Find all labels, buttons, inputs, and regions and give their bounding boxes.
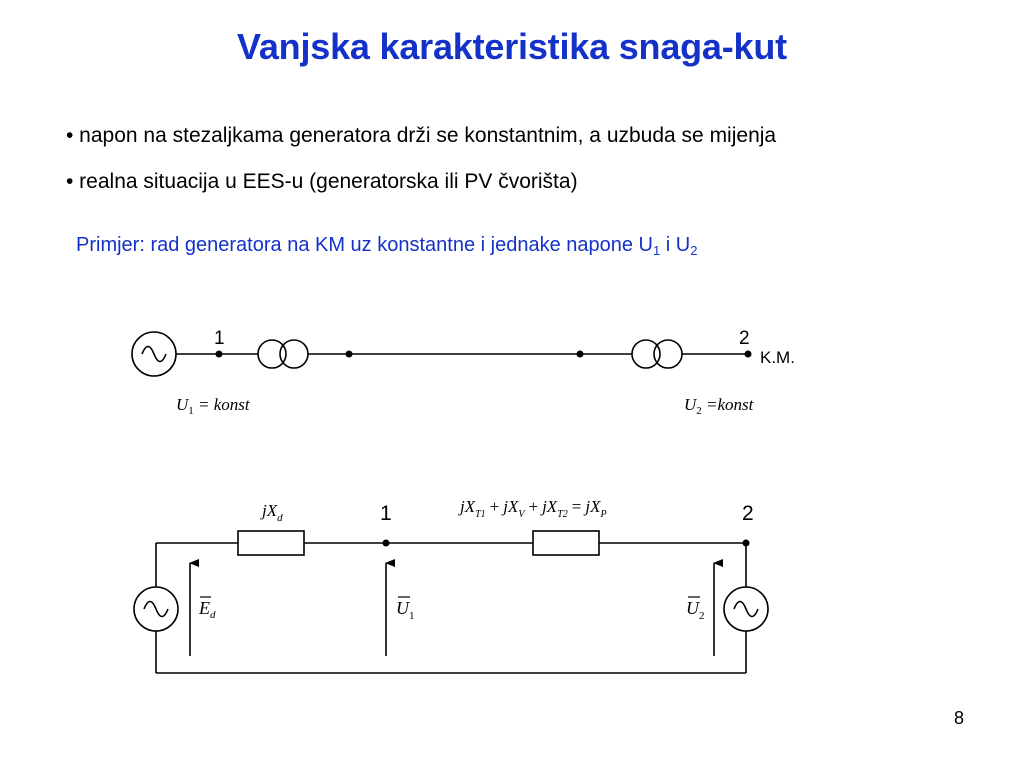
ec-impedance-xp <box>533 531 599 555</box>
ec-u2-symbol: U <box>686 598 699 618</box>
sld-node-2-label: 2 <box>739 328 750 349</box>
ec-xd-label <box>260 501 283 524</box>
ec-impedance-xd <box>238 531 304 555</box>
ec-source-right-sine <box>734 602 758 617</box>
ec-u2-label <box>686 597 705 622</box>
generator-1-sine <box>142 347 166 362</box>
ec-xp-term-4-sub: P <box>600 509 607 520</box>
svg-text:U2 <box>686 598 705 622</box>
sld-u1-sub: 1 <box>188 405 194 417</box>
ec-plus-1: + <box>489 497 500 516</box>
ec-xp-equation <box>458 497 607 520</box>
sld-bus-dot-a <box>346 351 353 358</box>
bullet-2: • realna situacija u EES-u (generatorska ili PV čvorišta) <box>66 170 578 193</box>
ec-u1-sub: 1 <box>409 610 415 622</box>
example-mid: i U <box>660 234 691 256</box>
ec-equals: = <box>571 497 582 516</box>
ec-ed-symbol: E <box>199 598 210 618</box>
ec-xp-term-3-sub: T2 <box>557 509 568 520</box>
sld-km-label: K.M. <box>760 348 795 367</box>
ec-xd-j: jX <box>262 501 278 520</box>
ec-xp-term-3: jX <box>542 497 558 516</box>
ec-source-left-sine <box>144 602 168 617</box>
ec-ed-sub: d <box>210 609 216 621</box>
ec-u2-sub: 2 <box>699 610 705 622</box>
svg-text:U1 <box>396 598 415 622</box>
ec-xp-term-1: jX <box>460 497 476 516</box>
ec-xp-term-1-sub: T1 <box>475 509 486 520</box>
transformer-2-coil-b <box>654 340 682 368</box>
transformer-2-coil-a <box>632 340 660 368</box>
ec-node-2-dot <box>743 540 750 547</box>
ec-xp-term-2: jX <box>503 497 519 516</box>
sld-u2-sub: 2 <box>696 405 702 417</box>
ec-ed-label <box>198 597 216 621</box>
transformer-1-coil-b <box>280 340 308 368</box>
transformer-1-coil-a <box>258 340 286 368</box>
sld-node-1-dot <box>216 351 223 358</box>
sld-u1-symbol: U <box>176 395 189 414</box>
sld-u2-symbol: U <box>684 395 697 414</box>
sld-bus-dot-b <box>577 351 584 358</box>
sld-u1-rest: = konst <box>193 395 250 414</box>
ec-node-2-label: 2 <box>742 502 754 525</box>
ec-node-1-dot <box>383 540 390 547</box>
sld-u2-label <box>684 395 755 417</box>
bullet-1: • napon na stezaljkama generatora drži se konstantnim, a uzbuda se mijenja <box>66 124 777 147</box>
ec-xp-term-4: jX <box>585 497 601 516</box>
example-main: Primjer: rad generatora na KM uz konstantne i jednake napone U <box>76 234 654 256</box>
sld-u2-rest: =konst <box>701 395 754 414</box>
ec-xp-term-2-sub: V <box>518 509 525 520</box>
equivalent-circuit <box>134 531 768 673</box>
page-number: 8 <box>953 708 964 728</box>
slide-title: Vanjska karakteristika snaga-kut <box>237 26 787 67</box>
example-sub-1: 1 <box>653 243 661 258</box>
ec-u1-symbol: U <box>396 598 409 618</box>
ec-u1-label <box>396 597 415 622</box>
example-sub-2: 2 <box>690 243 698 258</box>
ec-plus-2: + <box>528 497 539 516</box>
svg-text:Ed <box>198 598 216 621</box>
sld-node-1-label: 1 <box>214 328 225 349</box>
ec-node-1-label: 1 <box>380 502 392 525</box>
sld-node-2-dot <box>745 351 752 358</box>
single-line-diagram <box>132 332 750 376</box>
sld-u1-label <box>176 395 251 417</box>
ec-xd-sub: d <box>277 512 283 524</box>
